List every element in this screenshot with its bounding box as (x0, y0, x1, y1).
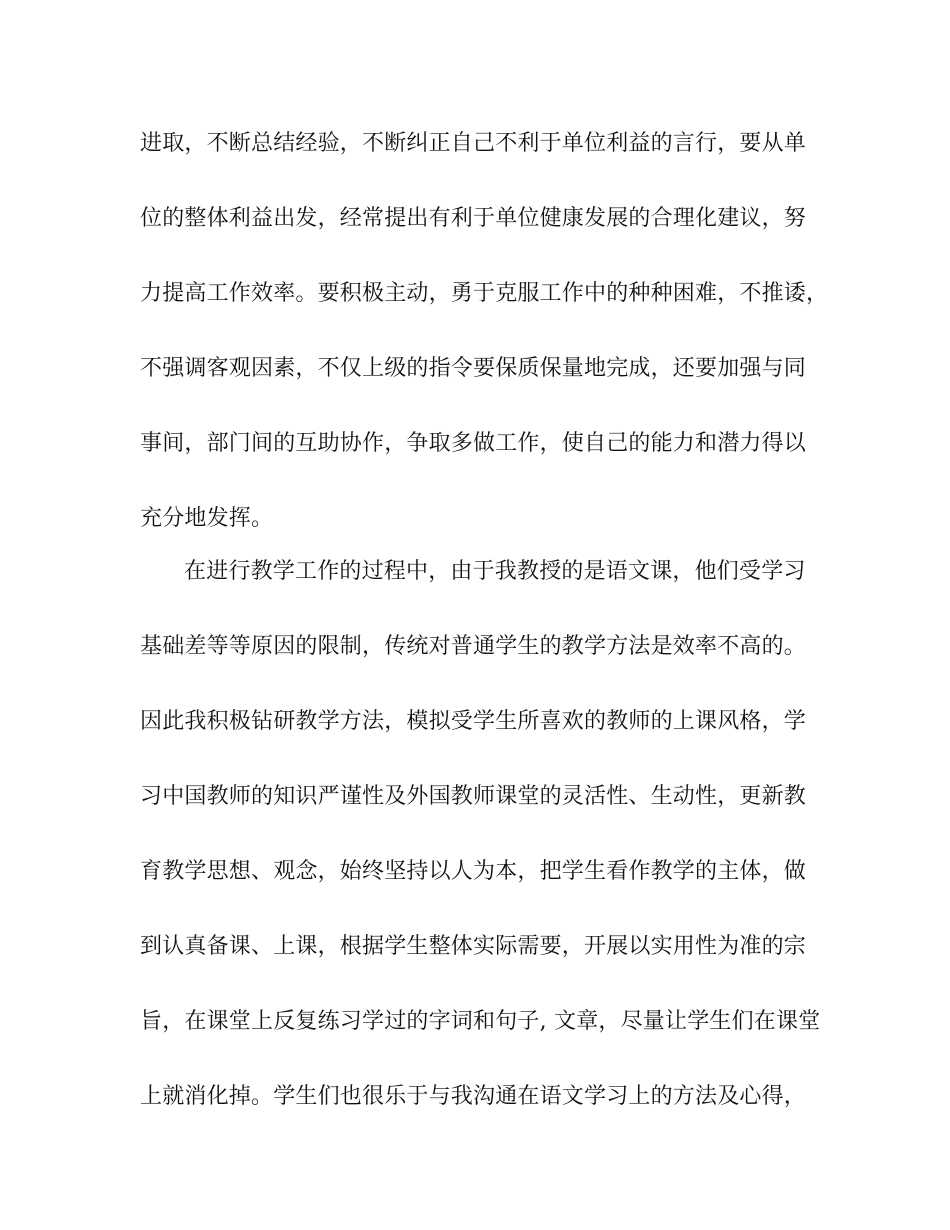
paragraph-1-line-1: 进取，不断总结经验，不断纠正自己不利于单位利益的言行，要从单 (140, 131, 807, 156)
paragraph-2-line-7: 旨，在课堂上反复练习学过的字词和句子, 文章，尽量让学生们在课堂 (140, 1009, 821, 1034)
paragraph-2-line-6: 到认真备课、上课，根据学生整体实际需要，开展以实用性为准的宗 (140, 934, 807, 959)
paragraph-2-line-5: 育教学思想、观念，始终坚持以人为本，把学生看作教学的主体，做 (140, 859, 807, 884)
paragraph-1-line-6: 充分地发挥。 (140, 506, 274, 531)
paragraph-1-line-4: 不强调客观因素，不仅上级的指令要保质保量地完成，还要加强与同 (140, 356, 807, 381)
paragraph-2-line-1: 在进行教学工作的过程中，由于我教授的是语文课，他们受学习 (184, 559, 806, 584)
paragraph-2-line-2: 基础差等等原因的限制，传统对普通学生的教学方法是效率不高的。 (140, 634, 807, 659)
paragraph-1-line-5: 事间，部门间的互助协作，争取多做工作，使自己的能力和潜力得以 (140, 431, 807, 456)
paragraph-1-line-3: 力提高工作效率。要积极主动，勇于克服工作中的种种困难，不推诿， (140, 281, 829, 306)
paragraph-2-line-8: 上就消化掉。学生们也很乐于与我沟通在语文学习上的方法及心得， (140, 1084, 807, 1109)
paragraph-2-line-4: 习中国教师的知识严谨性及外国教师课堂的灵活性、生动性，更新教 (140, 784, 807, 809)
paragraph-1-line-2: 位的整体利益出发，经常提出有利于单位健康发展的合理化建议，努 (140, 206, 807, 231)
paragraph-2-line-3: 因此我积极钻研教学方法，模拟受学生所喜欢的教师的上课风格，学 (140, 709, 807, 734)
